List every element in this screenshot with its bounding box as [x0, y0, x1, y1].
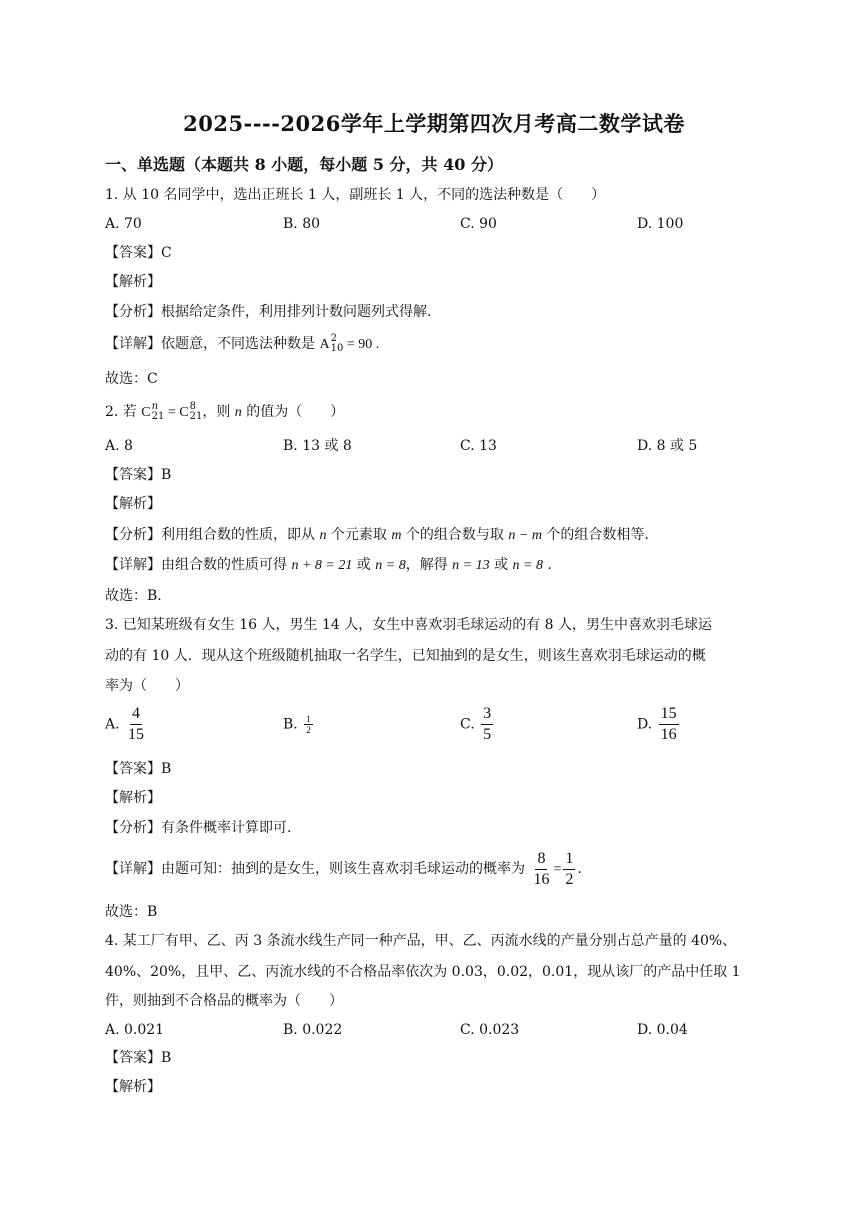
- fraction-denominator: 2: [565, 870, 574, 888]
- fraction-numerator: 8: [535, 849, 547, 870]
- q3-stem-line3: 率为（ ）: [105, 678, 189, 694]
- q2-fenxi-n: n: [319, 528, 327, 543]
- q3-xiangjie-end: .: [577, 861, 582, 877]
- q4-stem-line1: 4. 某工厂有甲、乙、丙 3 条流水线生产同一种产品，甲、乙、丙流水线的产量分别占总产量的 40%、: [105, 933, 737, 949]
- q3-option-b: [283, 714, 315, 735]
- q3-guxuan: 故选：B: [105, 904, 158, 920]
- q2-fenxi-part3: 个的组合数与取: [401, 527, 509, 543]
- q3-option-d: [637, 704, 681, 745]
- fraction-numerator: 4: [130, 704, 142, 725]
- q2-stem-end: 的值为（ ）: [241, 404, 345, 420]
- q3-option-d-label: D.: [637, 716, 653, 733]
- q3-option-a: [105, 704, 148, 745]
- q1-xiangjie-result: = 90 .: [343, 337, 380, 352]
- q1-stem: 1. 从 10 名同学中，选出正班长 1 人，副班长 1 人，不同的选法种数是（ ）: [105, 187, 606, 203]
- q2-xiangjie-end: .: [542, 557, 552, 573]
- q2-answer: 【答案】B: [105, 467, 172, 483]
- q2-stem: [105, 402, 344, 423]
- q4-answer: 【答案】B: [105, 1050, 172, 1066]
- equals-sign: =: [164, 405, 180, 420]
- q1-jiexi: 【解析】: [105, 274, 161, 290]
- fraction-numerator: 3: [481, 704, 493, 725]
- q4-stem-line3: 件，则抽到不合格品的概率为（ ）: [105, 993, 343, 1009]
- q2-option-b: B. 13 或 8: [283, 438, 352, 454]
- permutation-symbol: A: [319, 337, 330, 352]
- q2-variable-n: n: [234, 405, 242, 420]
- q4-option-d: D. 0.04: [637, 1022, 688, 1038]
- exam-title: 2025----2026学年上学期第四次月考高二数学试卷: [183, 111, 685, 136]
- combination-indices-2: [190, 402, 203, 422]
- q3-option-a-fraction: [126, 704, 146, 745]
- q3-option-a-label: A.: [105, 716, 120, 733]
- fraction-numerator: 15: [659, 704, 679, 725]
- combination-sup-8: 8: [189, 401, 196, 412]
- permutation-indices: [331, 334, 344, 354]
- q2-fenxi-part2: 个元素取: [326, 527, 392, 543]
- q2-stem-prefix: 2. 若: [105, 404, 142, 420]
- q4-jiexi: 【解析】: [105, 1079, 161, 1095]
- q3-xiangjie-prefix: 【详解】由题可知：抽到的是女生，则该生喜欢羽毛球运动的概率为: [105, 861, 530, 877]
- q2-fenxi-part4: 个的组合数相等.: [541, 527, 649, 543]
- combination-indices: [152, 402, 165, 422]
- section-heading: 一、单选题（本题共 8 小题，每小题 5 分，共 40 分）: [105, 155, 503, 174]
- q2-xiangjie-eq1: n + 8 = 21: [291, 558, 353, 573]
- q2-xiangjie-or2: 或: [489, 557, 513, 573]
- q1-guxuan: 故选：C: [105, 371, 158, 387]
- combination-symbol-2: C: [179, 405, 189, 420]
- q2-jiexi: 【解析】: [105, 496, 161, 512]
- q2-guxuan: 故选：B.: [105, 588, 162, 604]
- q3-xiangjie-equals: =: [553, 862, 562, 877]
- q3-xiangjie-fraction-2: [563, 849, 575, 890]
- q1-fenxi: 【分析】根据给定条件，利用排列计数问题列式得解.: [105, 304, 432, 320]
- q3-option-c-fraction: [481, 704, 493, 745]
- q1-xiangjie: [105, 334, 379, 355]
- q1-answer: 【答案】C: [105, 245, 172, 261]
- q1-option-c: C. 90: [460, 216, 497, 232]
- q3-option-b-label: B.: [283, 716, 298, 733]
- combination-symbol: C: [141, 405, 151, 420]
- q2-xiangjie-eq4: n = 8: [512, 558, 543, 573]
- combination-sub-2: 21: [189, 411, 203, 422]
- q3-answer: 【答案】B: [105, 761, 172, 777]
- q2-option-a: A. 8: [105, 438, 133, 454]
- combination-sup-n: n: [151, 401, 159, 412]
- q3-stem-line2: 动的有 10 人．现从这个班级随机抽取一名学生，已知抽到的是女生，则该生喜欢羽毛球运动的概: [105, 648, 706, 664]
- q2-option-d: D. 8 或 5: [637, 438, 698, 454]
- q2-xiangjie-part2: ，解得: [405, 557, 453, 573]
- q2-xiangjie-eq3: n = 13: [452, 558, 490, 573]
- q3-option-c-label: C.: [460, 716, 475, 733]
- q3-stem-line1: 3. 已知某班级有女生 16 人，男生 14 人，女生中喜欢羽毛球运动的有 8 人，男生中喜欢羽毛球运: [105, 617, 713, 633]
- fraction-denominator: 16: [533, 870, 550, 888]
- q2-xiangjie-or: 或: [352, 557, 376, 573]
- q1-option-a: A. 70: [105, 216, 142, 232]
- q2-fenxi-part1: 【分析】利用组合数的性质，即从: [105, 527, 320, 543]
- combination-sub: 21: [151, 411, 165, 422]
- q4-stem-line2: 40%、20%，且甲、乙、丙流水线的不合格品率依次为 0.03，0.02，0.01，现从该厂的产品中任取 1: [105, 964, 741, 980]
- fraction-denominator: 5: [483, 726, 492, 743]
- q4-option-b: B. 0.022: [283, 1022, 343, 1038]
- q2-xiangjie-eq2: n = 8: [375, 558, 406, 573]
- q3-xiangjie: [105, 846, 582, 893]
- q3-option-b-fraction: [304, 714, 313, 735]
- q1-option-d: D. 100: [637, 216, 684, 232]
- fraction-denominator: 2: [306, 725, 311, 735]
- q1-option-b: B. 80: [283, 216, 321, 232]
- q3-fenxi: 【分析】有条件概率计算即可.: [105, 820, 292, 836]
- q2-fenxi-n-minus-m: n − m: [508, 528, 542, 543]
- q2-xiangjie-part1: 【详解】由组合数的性质可得: [105, 557, 292, 573]
- q3-xiangjie-fraction-1: [531, 849, 551, 890]
- q4-option-c: C. 0.023: [460, 1022, 520, 1038]
- fraction-numerator: 1: [306, 714, 311, 724]
- fraction-denominator: 15: [128, 726, 145, 743]
- q2-fenxi: [105, 525, 649, 546]
- fraction-numerator: 1: [563, 849, 575, 870]
- q2-stem-suffix: ，则: [202, 404, 235, 420]
- permutation-sub: 10: [330, 343, 344, 354]
- q2-xiangjie: [105, 555, 552, 576]
- q4-option-a: A. 0.021: [105, 1022, 165, 1038]
- q3-option-c: [460, 704, 495, 745]
- q3-option-d-fraction: [659, 704, 679, 745]
- q1-xiangjie-prefix: 【详解】依题意，不同选法种数是: [105, 336, 320, 352]
- q2-fenxi-m: m: [391, 528, 402, 543]
- fraction-denominator: 16: [660, 726, 677, 743]
- permutation-sup: 2: [330, 333, 337, 344]
- q2-option-c: C. 13: [460, 438, 497, 454]
- q3-jiexi: 【解析】: [105, 790, 161, 806]
